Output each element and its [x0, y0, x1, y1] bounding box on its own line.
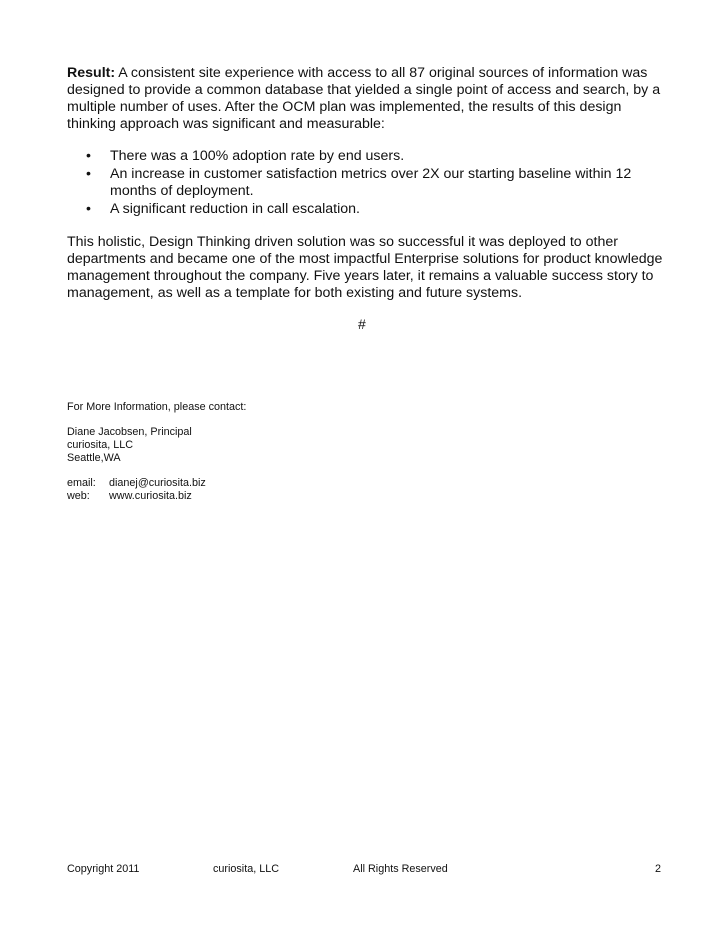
contact-heading: For More Information, please contact:: [67, 401, 247, 413]
bullet-text: There was a 100% adoption rate by end users.: [110, 148, 405, 164]
contact-name: Diane Jacobsen, Principal: [67, 426, 192, 438]
bullet-item: [86, 201, 666, 219]
results-bullet-list: [86, 148, 666, 218]
email-label: email:: [67, 477, 96, 489]
web-label: web:: [67, 490, 90, 502]
contact-location: Seattle,WA: [67, 452, 121, 464]
footer-rights: All Rights Reserved: [353, 863, 448, 875]
holistic-paragraph: This holistic, Design Thinking driven solution was so successful it was deployed to other departments and became one of the most impactful Enterprise solutions for product knowledge management throughout the company. Five years later, it remains a valuable success story to management, as well as a template for both existing and future systems.: [67, 234, 663, 301]
contact-email-row: [67, 477, 246, 490]
bullet-item: [86, 148, 666, 166]
contact-company: curiosita, LLC: [67, 439, 134, 451]
email-link[interactable]: dianej@curiosita.biz: [109, 477, 206, 489]
bullet-marker: •: [86, 165, 91, 182]
section-end-marker: #: [358, 316, 366, 332]
bullet-marker: •: [86, 148, 91, 164]
bullet-item: [86, 166, 666, 201]
page-number: 2: [654, 863, 661, 875]
contact-block: [67, 401, 246, 503]
bullet-text: A significant reduction in call escalation.: [110, 200, 360, 217]
web-link[interactable]: www.curiosita.biz: [109, 490, 192, 502]
result-lead: Result:: [67, 65, 116, 81]
footer-company: curiosita, LLC: [213, 863, 280, 875]
result-text: A consistent site experience with access to all 87 original sources of information was designed to provide a common database that yielded a single point of access and search, by a multiple number of uses. After the OCM plan was implemented, the results of this design thinking approach was significant and measurable:: [67, 65, 661, 132]
footer-copyright: Copyright 2011: [67, 863, 140, 875]
result-paragraph: [67, 65, 667, 133]
contact-web-row: [67, 490, 246, 503]
bullet-marker: •: [86, 200, 91, 217]
bullet-text: An increase in customer satisfaction metrics over 2X our starting baseline within 12 months of deployment.: [110, 165, 632, 199]
page-footer: [67, 863, 661, 877]
